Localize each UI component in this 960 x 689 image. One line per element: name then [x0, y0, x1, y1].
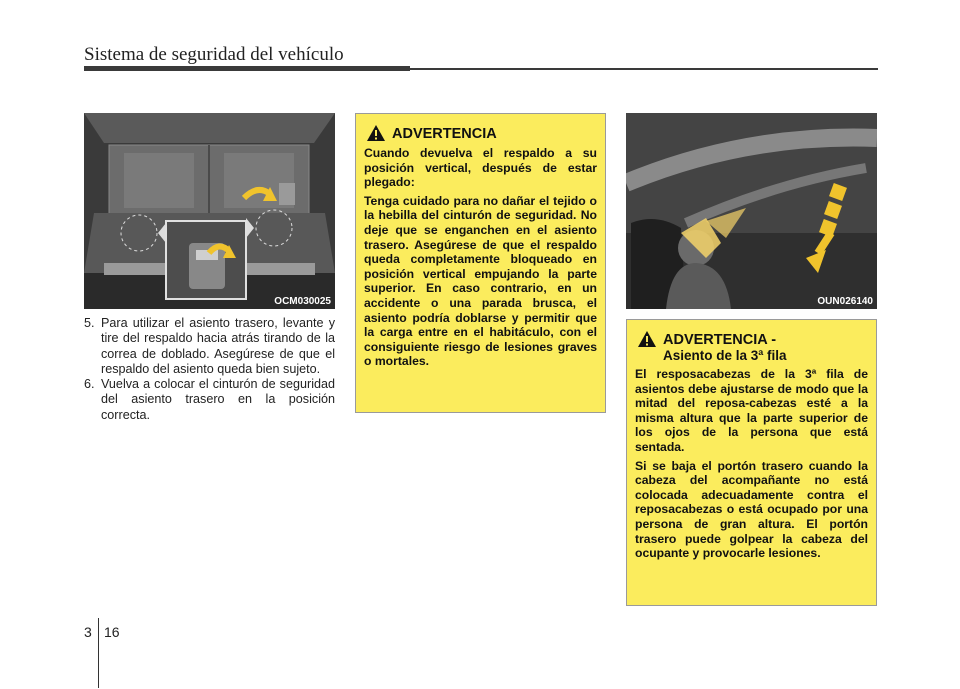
figure-caption-left: OCM030025	[274, 296, 331, 307]
cargo-area-illustration	[84, 113, 335, 309]
warning-subtitle: Asiento de la 3ª fila	[663, 348, 787, 363]
steps-list	[84, 316, 335, 423]
warning-paragraph: Cuando devuelva el respaldo a su posición vertical, después de estar plegado:	[364, 146, 597, 190]
warning-paragraph: Tenga cuidado para no dañar el tejido o la hebilla del cinturón de seguridad. No deje que se enganchen en el asiento trasero. Asegúrese de que el respaldo queda completamente bloqueado en posición vertical empujando la parte superior. En caso contrario, en un accidente o una parada brusca, el asiento podría doblarse y permitir que la carga entre en el habitáculo, con el consiguiente riesgo de lesiones graves o mortales.	[364, 193, 597, 369]
warning-triangle-icon	[637, 330, 657, 348]
step-text: Para utilizar el asiento trasero, levante y tire del respaldo hacia atrás tirando de la correa de doblado. Asegúrese de que el respaldo del asiento queda bien sujeto.	[101, 316, 335, 376]
tailgate-illustration	[626, 113, 877, 309]
warning-title: ADVERTENCIA	[392, 126, 497, 142]
warning-box	[355, 113, 606, 413]
page-number-value: 16	[104, 624, 120, 640]
list-item	[84, 316, 335, 377]
page-number-divider	[98, 618, 99, 688]
warning-box	[626, 319, 877, 606]
warning-title: ADVERTENCIA -	[663, 332, 777, 348]
list-item	[84, 377, 335, 423]
warning-paragraph: Si se baja el portón trasero cuando la cabeza del acompañante no está colocada adecuadamente contra el reposacabezas o está ocupado por una persona de gran altura. El portón trasero puede golpear la cabeza del ocupante y provocarle lesiones.	[635, 458, 868, 561]
warning-triangle-icon	[366, 124, 386, 142]
step-number: 5.	[84, 316, 95, 330]
warning-paragraph: El resposacabezas de la 3ª fila de asientos debe ajustarse de modo que la mitad del reposa-cabezas esté a la misma altura que la parte superior de los ojos de la persona que está sentada.	[635, 367, 868, 454]
page-header-title: Sistema de seguridad del vehículo	[84, 44, 344, 65]
figure-caption-right: OUN026140	[817, 296, 873, 307]
header-rule	[84, 66, 410, 71]
tailgate-head-photo	[626, 113, 877, 309]
section-number: 3	[84, 624, 92, 640]
header-rule-thin	[410, 68, 878, 70]
step-text: Vuelva a colocar el cinturón de seguridad del asiento trasero en la posición correcta.	[101, 377, 335, 422]
step-number: 6.	[84, 377, 95, 392]
cargo-area-photo	[84, 113, 335, 309]
